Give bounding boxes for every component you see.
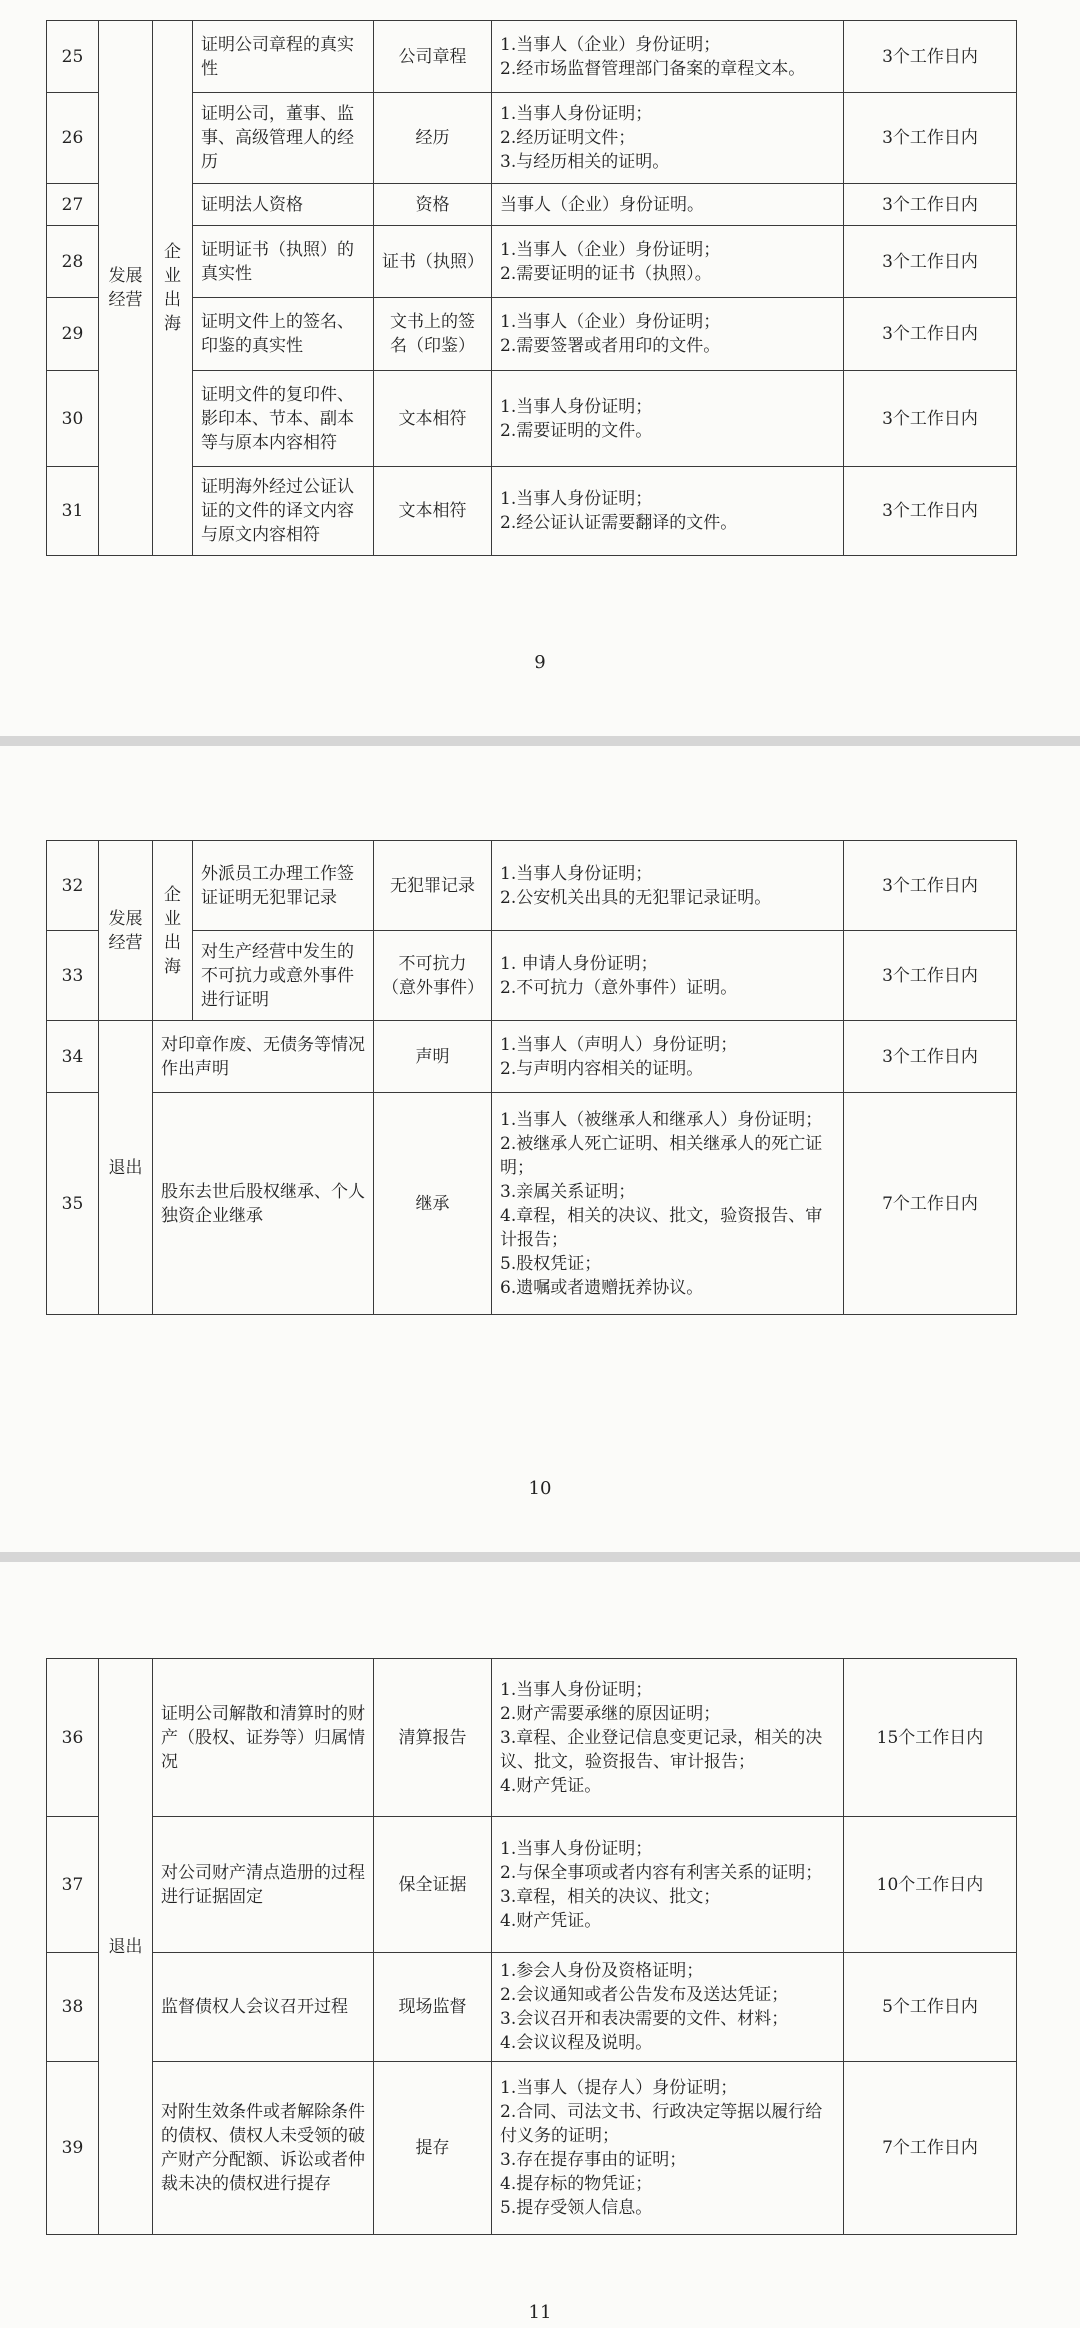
materials-cell [492, 1659, 844, 1817]
doc-cell: 不可抗力（意外事件） [374, 931, 492, 1021]
material-line: 2.公安机关出具的无犯罪记录证明。 [500, 887, 772, 908]
materials-cell [492, 841, 844, 931]
material-line: 2.经市场监督管理部门备案的章程文本。 [500, 58, 806, 79]
doc-cell: 无犯罪记录 [374, 841, 492, 931]
item-cell: 对附生效条件或者解除条件的债权、债权人未受领的破产财产分配额、诉讼或者仲裁未决的债权进行提存 [153, 2062, 374, 2235]
item-cell: 证明海外经过公证认证的文件的译文内容与原文内容相符 [193, 467, 374, 556]
table-row [47, 931, 1017, 1021]
table-row [47, 21, 1017, 93]
item-cell: 对生产经营中发生的不可抗力或意外事件进行证明 [193, 931, 374, 1021]
material-line: 2.合同、司法文书、行政决定等据以履行给付义务的证明； [500, 2102, 823, 2146]
row-number: 32 [47, 841, 99, 931]
row-number: 38 [47, 1953, 99, 2062]
material-line: 1.当事人身份证明； [500, 863, 653, 884]
material-line: 1.当事人（被继承人和继承人）身份证明； [500, 1109, 823, 1130]
doc-cell: 文书上的签名（印鉴） [374, 298, 492, 371]
doc-cell: 资格 [374, 184, 492, 226]
material-line: 2.与声明内容相关的证明。 [500, 1058, 704, 1079]
material-line: 1.当事人身份证明； [500, 104, 653, 124]
material-line: 2.被继承人死亡证明、相关继承人的死亡证明； [500, 1133, 823, 1178]
material-line: 3.亲属关系证明； [500, 1181, 636, 1202]
material-line: 3.存在提存事由的证明； [500, 2150, 687, 2170]
page-11 [0, 1562, 1080, 2328]
material-line: 1.当事人身份证明； [500, 1838, 653, 1859]
time-cell: 10个工作日内 [844, 1817, 1017, 1953]
material-line: 2.不可抗力（意外事件）证明。 [500, 977, 738, 998]
doc-cell: 清算报告 [374, 1659, 492, 1817]
doc-cell: 提存 [374, 2062, 492, 2235]
item-cell: 对印章作废、无债务等情况作出声明 [153, 1021, 374, 1093]
category-cell: 退出 [99, 1659, 153, 2235]
materials-cell [492, 931, 844, 1021]
row-number: 34 [47, 1021, 99, 1093]
material-line: 1.当事人身份证明； [500, 489, 653, 509]
material-line: 2.需要证明的文件。 [500, 420, 653, 441]
materials-cell [492, 1953, 844, 2062]
material-line: 2.经历证明文件； [500, 128, 636, 148]
material-line: 2.经公证认证需要翻译的文件。 [500, 513, 738, 533]
materials-cell [492, 1093, 844, 1315]
row-number: 27 [47, 184, 99, 226]
material-line: 4.会议议程及说明。 [500, 2033, 653, 2053]
table-page-11 [46, 1658, 1017, 2235]
table-row [47, 371, 1017, 467]
materials-cell [492, 371, 844, 467]
material-line: 1.当事人（企业）身份证明； [500, 239, 721, 260]
material-line: 4.提存标的物凭证； [500, 2174, 653, 2194]
table-row [47, 226, 1017, 298]
doc-cell: 声明 [374, 1021, 492, 1093]
materials-cell [492, 2062, 844, 2235]
item-cell: 股东去世后股权继承、个人独资企业继承 [153, 1093, 374, 1315]
row-number: 29 [47, 298, 99, 371]
materials-cell [492, 93, 844, 184]
material-line: 1. 申请人身份证明； [500, 953, 658, 974]
time-cell: 5个工作日内 [844, 1953, 1017, 2062]
time-cell: 7个工作日内 [844, 1093, 1017, 1315]
time-cell: 3个工作日内 [844, 931, 1017, 1021]
item-cell: 证明公司章程的真实性 [193, 21, 374, 93]
material-line: 1.参会人身份及资格证明； [500, 1961, 704, 1981]
material-line: 4.章程，相关的决议、批文，验资报告、审计报告； [500, 1205, 823, 1250]
item-cell: 证明文件的复印件、影印本、节本、副本等与原本内容相符 [193, 371, 374, 467]
row-number: 28 [47, 226, 99, 298]
material-line: 3.与经历相关的证明。 [500, 152, 670, 172]
row-number: 31 [47, 467, 99, 556]
material-line: 2.需要证明的证书（执照）。 [500, 263, 712, 284]
table-page-10 [46, 840, 1017, 1315]
materials-cell [492, 226, 844, 298]
material-line: 5.提存受领人信息。 [500, 2198, 653, 2218]
subcategory-cell: 企业出海 [153, 21, 193, 556]
time-cell: 3个工作日内 [844, 298, 1017, 371]
time-cell: 3个工作日内 [844, 226, 1017, 298]
doc-cell: 现场监督 [374, 1953, 492, 2062]
table-row [47, 298, 1017, 371]
row-number: 26 [47, 93, 99, 184]
doc-cell: 文本相符 [374, 371, 492, 467]
item-cell: 证明公司解散和清算时的财产（股权、证券等）归属情况 [153, 1659, 374, 1817]
page-number: 9 [534, 652, 546, 673]
material-line: 1.当事人身份证明； [500, 396, 653, 417]
time-cell: 3个工作日内 [844, 371, 1017, 467]
category-cell: 发展经营 [99, 841, 153, 1021]
item-cell: 证明证书（执照）的真实性 [193, 226, 374, 298]
time-cell: 3个工作日内 [844, 467, 1017, 556]
category-cell: 发展经营 [99, 21, 153, 556]
material-line: 3.会议召开和表决需要的文件、材料； [500, 2009, 789, 2029]
table-row [47, 184, 1017, 226]
doc-cell: 经历 [374, 93, 492, 184]
row-number: 35 [47, 1093, 99, 1315]
page-10 [0, 746, 1080, 1552]
material-line: 2.财产需要承继的原因证明； [500, 1703, 721, 1724]
row-number: 25 [47, 21, 99, 93]
material-line: 1.当事人（企业）身份证明； [500, 34, 721, 55]
material-line: 4.财产凭证。 [500, 1775, 602, 1796]
table-row [47, 841, 1017, 931]
row-number: 37 [47, 1817, 99, 1953]
row-number: 39 [47, 2062, 99, 2235]
materials-cell [492, 184, 844, 226]
materials-cell [492, 21, 844, 93]
table-row [47, 2062, 1017, 2235]
item-cell: 证明文件上的签名、印鉴的真实性 [193, 298, 374, 371]
material-line: 3.章程、企业登记信息变更记录，相关的决议、批文，验资报告、审计报告； [500, 1727, 823, 1772]
materials-cell [492, 1817, 844, 1953]
item-cell: 证明公司，董事、监事、高级管理人的经历 [193, 93, 374, 184]
table-row [47, 93, 1017, 184]
doc-cell: 文本相符 [374, 467, 492, 556]
doc-cell: 公司章程 [374, 21, 492, 93]
material-line: 2.与保全事项或者内容有利害关系的证明； [500, 1862, 823, 1883]
table-row [47, 1817, 1017, 1953]
category-cell: 退出 [99, 1021, 153, 1315]
table-row [47, 1659, 1017, 1817]
table-page-9 [46, 20, 1017, 556]
doc-cell: 继承 [374, 1093, 492, 1315]
material-line: 3.章程，相关的决议、批文； [500, 1886, 721, 1907]
subcategory-cell: 企业出海 [153, 841, 193, 1021]
material-line: 2.需要签署或者用印的文件。 [500, 336, 721, 356]
page-9 [0, 0, 1080, 736]
table-row [47, 1093, 1017, 1315]
row-number: 33 [47, 931, 99, 1021]
page-number: 10 [528, 1478, 552, 1499]
material-line: 1.当事人（声明人）身份证明； [500, 1034, 738, 1055]
time-cell: 7个工作日内 [844, 2062, 1017, 2235]
time-cell: 3个工作日内 [844, 93, 1017, 184]
item-cell: 监督债权人会议召开过程 [153, 1953, 374, 2062]
material-line: 当事人（企业）身份证明。 [500, 194, 704, 215]
time-cell: 3个工作日内 [844, 21, 1017, 93]
time-cell: 3个工作日内 [844, 184, 1017, 226]
material-line: 1.当事人身份证明； [500, 1679, 653, 1700]
item-cell: 对公司财产清点造册的过程进行证据固定 [153, 1817, 374, 1953]
table-row [47, 467, 1017, 556]
row-number: 30 [47, 371, 99, 467]
table-row [47, 1953, 1017, 2062]
materials-cell [492, 467, 844, 556]
material-line: 2.会议通知或者公告发布及送达凭证； [500, 1985, 789, 2005]
material-line: 6.遗嘱或者遗赠抚养协议。 [500, 1277, 704, 1298]
item-cell: 外派员工办理工作签证证明无犯罪记录 [193, 841, 374, 931]
material-line: 1.当事人（企业）身份证明； [500, 312, 721, 332]
doc-cell: 证书（执照） [374, 226, 492, 298]
page-number: 11 [528, 2302, 552, 2323]
time-cell: 3个工作日内 [844, 1021, 1017, 1093]
table-row [47, 1021, 1017, 1093]
row-number: 36 [47, 1659, 99, 1817]
materials-cell [492, 1021, 844, 1093]
time-cell: 3个工作日内 [844, 841, 1017, 931]
item-cell: 证明法人资格 [193, 184, 374, 226]
material-line: 5.股权凭证； [500, 1253, 602, 1274]
doc-cell: 保全证据 [374, 1817, 492, 1953]
material-line: 1.当事人（提存人）身份证明； [500, 2078, 738, 2098]
material-line: 4.财产凭证。 [500, 1910, 602, 1931]
time-cell: 15个工作日内 [844, 1659, 1017, 1817]
materials-cell [492, 298, 844, 371]
